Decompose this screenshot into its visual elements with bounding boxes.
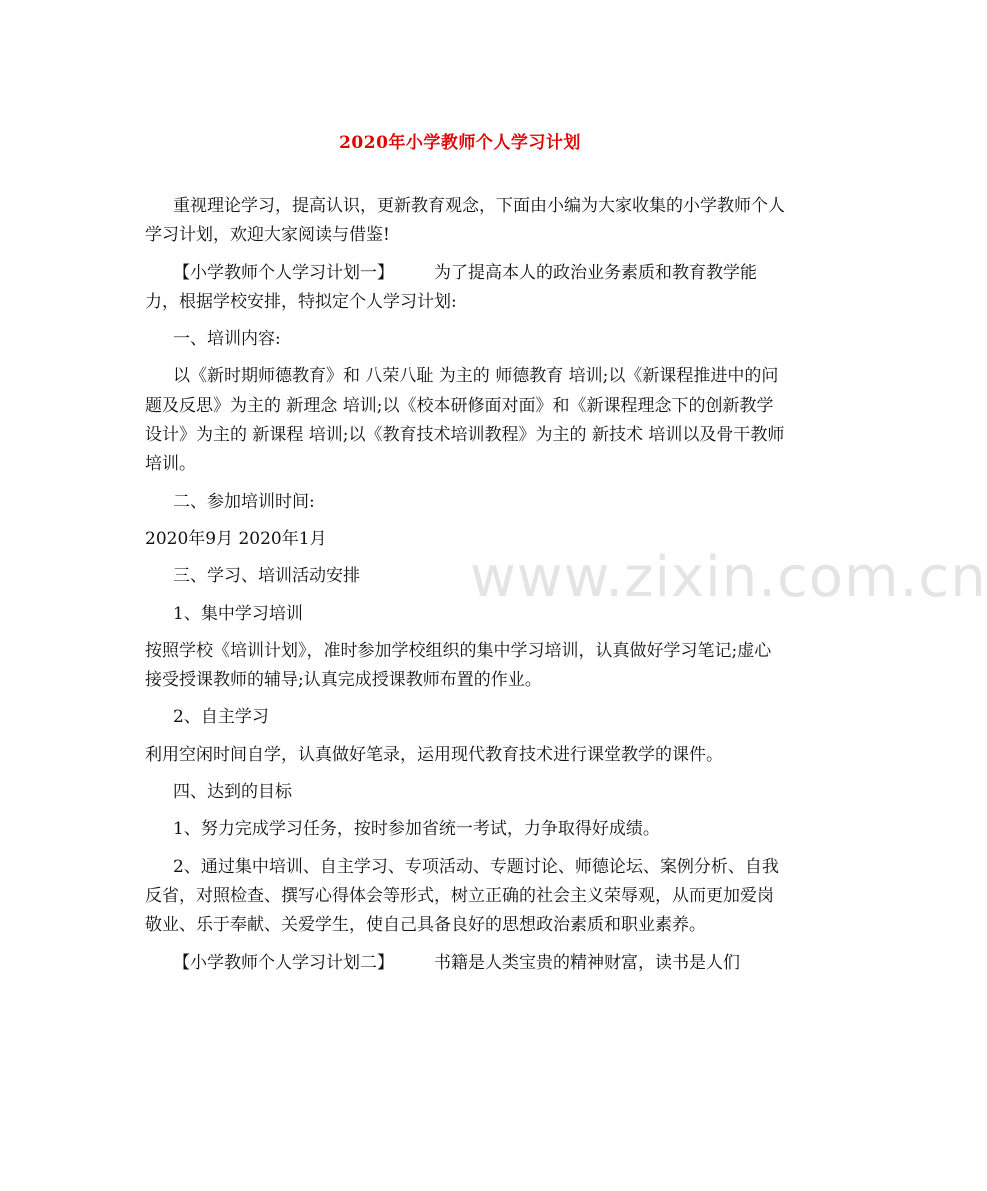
plan1-intro: 为了提高本人的政治业务素质和教育教学能力，根据学校安排，特拟定个人学习计划: <box>145 262 757 312</box>
section1-heading: 一、培训内容: <box>173 329 281 350</box>
plan2-paragraph <box>145 949 785 978</box>
goal-1: 1、努力完成学习任务，按时参加省统一考试，力争取得好成绩。 <box>173 819 660 840</box>
item3-1-body: 按照学校《培训计划》，准时参加学校组织的集中学习培训，认真做好学习笔记;虚心接受授课教师的辅导;认真完成授课教师布置的作业。 <box>145 640 772 691</box>
section2-heading: 二、参加培训时间: <box>173 491 315 512</box>
intro-paragraph: 重视理论学习，提高认识，更新教育观念，下面由小编为大家收集的小学教师个人学习计划，欢迎大家阅读与借鉴! <box>145 196 785 246</box>
plan1-heading: 【小学教师个人学习计划一】 <box>173 262 394 283</box>
plan2-intro: 书籍是人类宝贵的精神财富，读书是人们 <box>434 952 740 973</box>
section4-heading: 四、达到的目标 <box>173 782 292 803</box>
item3-1-heading: 1、集中学习培训 <box>173 603 303 624</box>
document-body <box>145 192 785 986</box>
plan1-paragraph <box>145 259 785 318</box>
section3-heading: 三、学习、培训活动安排 <box>173 566 360 587</box>
item3-2-body: 利用空闲时间自学，认真做好笔录，运用现代教育技术进行课堂教学的课件。 <box>145 744 723 765</box>
plan2-heading: 【小学教师个人学习计划二】 <box>173 952 394 973</box>
item3-2-heading: 2、自主学习 <box>173 707 269 728</box>
goal-2: 2、通过集中培训、自主学习、专项活动、专题讨论、师德论坛、案例分析、自我反省，对照检查、撰写心得体会等形式，树立正确的社会主义荣辱观，从而更加爱岗敬业、乐于奉献、关爱学生，使自己具备良好的思想政治素质和职业素养。 <box>145 856 779 936</box>
watermark: www.zixin.com.cn <box>470 545 987 610</box>
section1-body: 以《新时期师德教育》和 八荣八耻 为主的 师德教育 培训;以《新课程推进中的问题及反思》为主的 新理念 培训;以《校本研修面对面》和《新课程理念下的创新教学设计》为主的 新课程 培训;以《教育技术培训教程》为主的 新技术 培训以及骨干教师培训。 <box>145 366 785 475</box>
section2-body: 2020年9月 2020年1月 <box>145 528 327 549</box>
document-title: 2020年小学教师个人学习计划 <box>339 133 581 153</box>
